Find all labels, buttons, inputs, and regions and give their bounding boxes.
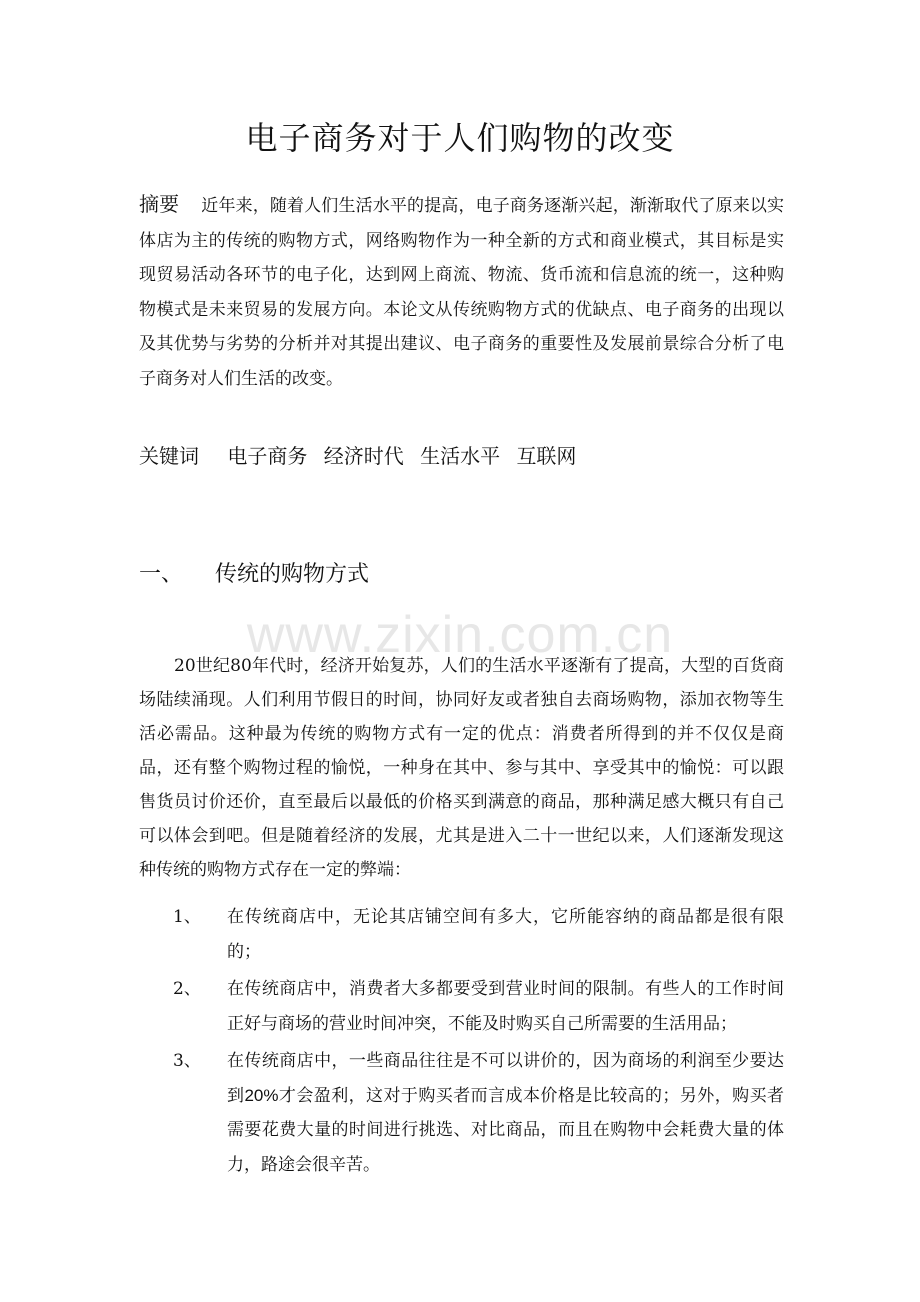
- watermark: www.zixin.com.cn: [246, 606, 674, 664]
- percent-value: 20%: [244, 1085, 279, 1105]
- keywords-label: 关键词: [139, 444, 199, 468]
- abstract-paragraph: [139, 187, 784, 396]
- list-item: [139, 900, 784, 969]
- section-number: 一、: [139, 562, 184, 587]
- list-item-number: 3、: [173, 1051, 201, 1071]
- list-item-text: 在传统商店中，无论其店铺空间有多大，它所能容纳的商品都是很有限的；: [227, 907, 784, 962]
- keyword: 经济时代: [323, 444, 404, 468]
- keyword: 生活水平: [420, 444, 501, 468]
- body-paragraph: 20世纪80年代时，经济开始复苏，人们的生活水平逐渐有了提高，大型的百货商场陆续涌现。人们利用节假日的时间，协同好友或者独自去商场购物，添加衣物等生活必需品。这种最为传统的购物方式有一定的优点：消费者所得到的并不仅仅是商品，还有整个购物过程的愉悦，一种身在其中、参与其中、享受其中的愉悦：可以跟售货员讨价还价，直至最后以最低的价格买到满意的商品，那种满足感大概只有自己可以体会到吧。但是随着经济的发展，尤其是进入二十一世纪以来，人们逐渐发现这种传统的购物方式存在一定的弊端：: [139, 656, 784, 880]
- section-title: 传统的购物方式: [215, 562, 370, 587]
- keyword: 电子商务: [227, 444, 308, 468]
- document-title: 电子商务对于人们购物的改变: [245, 119, 675, 157]
- list-item-number: 2、: [173, 979, 201, 999]
- list-item-number: 1、: [173, 907, 201, 927]
- drawbacks-list: [139, 900, 784, 1185]
- keywords-line: [139, 438, 784, 474]
- abstract-text: 近年来，随着人们生活水平的提高，电子商务逐渐兴起，渐渐取代了原来以实体店为主的传统的购物方式，网络购物作为一种全新的方式和商业模式，其目标是实现贸易活动各环节的电子化，达到网上商流、物流、货币流和信息流的统一，这种购物模式是未来贸易的发展方向。本论文从传统购物方式的优缺点、电子商务的出现以及其优势与劣势的分析并对其提出建议、电子商务的重要性及发展前景综合分析了电子商务对人们生活的改变。: [139, 196, 785, 389]
- list-item: [139, 972, 784, 1041]
- list-item: [139, 1044, 784, 1182]
- list-item-text: 在传统商店中，消费者大多都要受到营业时间的限制。有些人的工作时间正好与商场的营业时间冲突，不能及时购买自己所需要的生活用品；: [227, 979, 784, 1034]
- section-heading: [139, 557, 369, 593]
- list-item-text: 在传统商店中，一些商品往往是不可以讲价的，因为商场的利润至少要达到: [227, 1051, 784, 1106]
- keyword: 互联网: [516, 444, 577, 468]
- list-item-text: 才会盈利，这对于购买者而言成本价格是比较高的；另外，购买者需要花费大量的时间进行挑选、对比商品，而且在购物中会耗费大量的体力，路途会很辛苦。: [227, 1085, 785, 1175]
- abstract-label: 摘要: [139, 192, 180, 216]
